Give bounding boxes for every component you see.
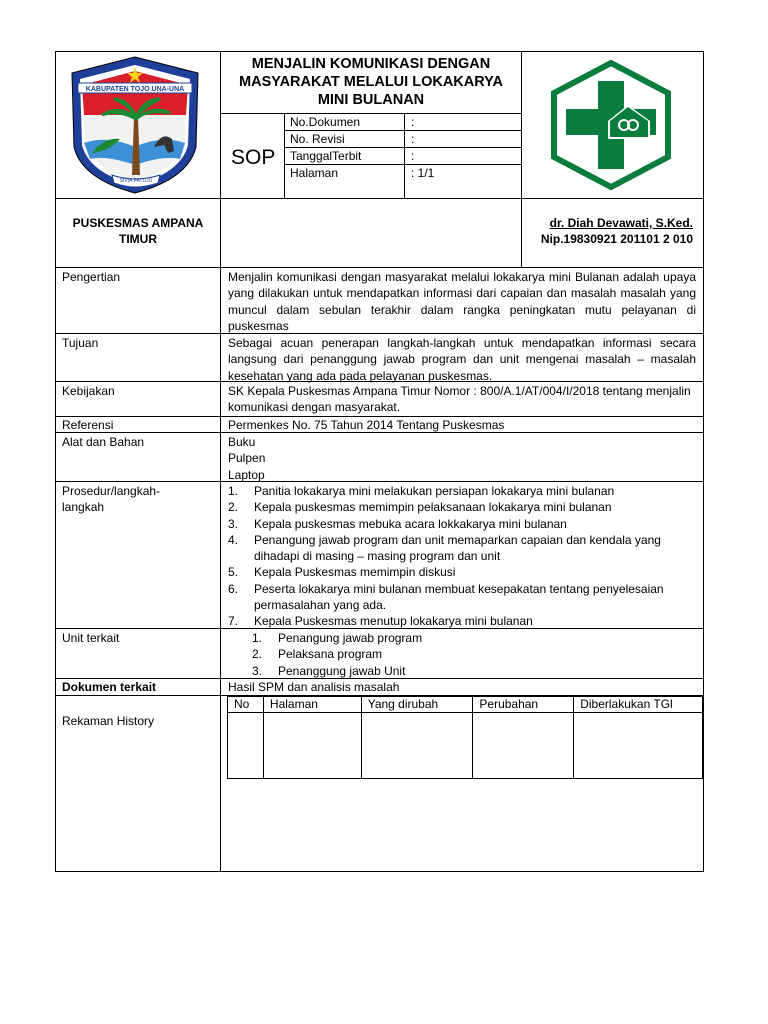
list-item: 2. Kepala puskesmas memimpin pelaksanaan lokakarya mini bulanan bbox=[228, 500, 612, 515]
institution-name: PUSKESMAS AMPANA TIMUR bbox=[72, 216, 204, 247]
list-item: 4. Penangung jawab program dan unit memaparkan capaian dan kendala yang dihadapi di masing – masing program dan unit bbox=[228, 532, 661, 564]
table-cell bbox=[263, 713, 361, 779]
list-item: 2. Pelaksana program bbox=[252, 647, 383, 662]
column-header-perubahan: Perubahan bbox=[473, 697, 574, 713]
list-alat-bahan bbox=[228, 434, 265, 483]
list-item: 3. Penanggung jawab Unit bbox=[252, 663, 406, 678]
table-row bbox=[228, 713, 703, 779]
list-item: 5. Kepala Puskesmas memimpin diskusi bbox=[228, 565, 456, 580]
svg-text:KABUPATEN TOJO UNA-UNA: KABUPATEN TOJO UNA-UNA bbox=[85, 86, 185, 93]
document-title: MENJALIN KOMUNIKASI DENGAN MASYARAKAT MELALUI LOKAKARYA MINI BULANAN bbox=[239, 56, 503, 108]
label-dokumen-terkait: Dokumen terkait bbox=[62, 680, 157, 694]
title-cell bbox=[221, 52, 522, 114]
row-kebijakan bbox=[56, 382, 703, 417]
field-value-halaman: : 1/1 bbox=[411, 166, 435, 180]
label-kebijakan: Kebijakan bbox=[62, 384, 115, 398]
signer-name: dr. Diah Devawati, S.Ked. bbox=[549, 216, 693, 230]
field-label-halaman: Halaman bbox=[285, 165, 405, 199]
field-label-no-revisi: No. Revisi bbox=[285, 131, 405, 148]
field-label-no-dokumen: No.Dokumen bbox=[285, 114, 405, 131]
column-header-halaman: Halaman bbox=[263, 697, 361, 713]
signer-cell bbox=[522, 199, 703, 268]
institution-cell bbox=[56, 199, 221, 268]
list-item: Laptop bbox=[228, 467, 265, 482]
label-pengertian: Pengertian bbox=[62, 270, 121, 284]
list-item: 6. Peserta lokakarya mini bulanan membuat kesepakatan tentang penyelesaian permasalahan yang ada. bbox=[228, 581, 664, 613]
sop-label: SOP bbox=[231, 146, 276, 169]
text-kebijakan: SK Kepala Puskesmas Ampana Timur Nomor : 800/A.1/AT/004/I/2018 tentang menjalin komunikasi dengan masyarakat. bbox=[228, 384, 691, 415]
doc-fields bbox=[285, 114, 522, 199]
puskesmas-logo-icon bbox=[546, 59, 676, 191]
table-header-row bbox=[228, 697, 703, 713]
row-dokumen-terkait bbox=[56, 679, 703, 696]
sop-cell bbox=[221, 114, 285, 199]
list-item: 1. Penangung jawab program bbox=[252, 631, 423, 645]
field-value-no-revisi: : bbox=[405, 131, 522, 148]
blank-header-cell bbox=[221, 199, 522, 268]
column-header-diberlakukan: Diberlakukan TGl bbox=[574, 697, 703, 713]
text-referensi: Permenkes No. 75 Tahun 2014 Tentang Puskesmas bbox=[228, 418, 505, 432]
table-cell bbox=[228, 713, 264, 779]
row-pengertian bbox=[56, 268, 703, 334]
list-item: 1. Panitia lokakarya mini melakukan persiapan lokakarya mini bulanan bbox=[228, 484, 615, 498]
regency-logo-cell bbox=[56, 52, 221, 199]
list-item: 7. Kepala Puskesmas menutup lokakarya mini bulanan bbox=[228, 614, 533, 629]
row-referensi bbox=[56, 417, 703, 433]
label-rekaman-history: Rekaman History bbox=[62, 714, 155, 728]
table-cell bbox=[473, 713, 574, 779]
unit-list bbox=[252, 630, 678, 679]
row-prosedur bbox=[56, 482, 703, 629]
puskesmas-logo-cell bbox=[522, 52, 703, 199]
label-referensi: Referensi bbox=[62, 418, 114, 432]
label-prosedur: Prosedur/langkah- langkah bbox=[62, 484, 161, 515]
procedure-steps bbox=[228, 483, 694, 630]
row-tujuan bbox=[56, 334, 703, 382]
table-cell bbox=[574, 713, 703, 779]
text-tujuan: Sebagai acuan penerapan langkah-langkah untuk mendapatkan informasi secara langsung dari penanggung jawab program dan unit mengenai masalah – masalah kesehatan yang ada pada pelayanan puskesmas. bbox=[228, 336, 696, 383]
field-value-tanggal-terbit: : bbox=[405, 148, 522, 165]
svg-text:SIVIA PATUJU: SIVIA PATUJU bbox=[119, 178, 153, 184]
text-pengertian: Menjalin komunikasi dengan masyarakat melalui lokakarya mini Bulanan adalah upaya yang dilakukan untuk mendapatkan informasi dari capaian dan masalah masalah yang muncul dalam sebulan terakhir dalam rangka peningkatan mutu pelayanan di puskesmas bbox=[228, 270, 696, 333]
list-item: Buku bbox=[228, 435, 256, 449]
label-alat-bahan: Alat dan Bahan bbox=[62, 435, 145, 449]
row-rekaman-history bbox=[56, 696, 703, 871]
history-table bbox=[227, 696, 703, 779]
label-unit-terkait: Unit terkait bbox=[62, 631, 120, 645]
list-item: 3. Kepala puskesmas mebuka acara lokkakarya mini bulanan bbox=[228, 516, 567, 531]
column-header-yang-dirubah: Yang dirubah bbox=[361, 697, 473, 713]
field-value-no-dokumen: : bbox=[405, 114, 522, 131]
list-item: Pulpen bbox=[228, 451, 266, 466]
regency-logo-icon bbox=[68, 55, 202, 195]
sop-document bbox=[55, 51, 704, 872]
row-alat-bahan bbox=[56, 433, 703, 482]
signer-nip: Nip.19830921 201101 2 010 bbox=[540, 232, 693, 247]
table-cell bbox=[361, 713, 473, 779]
field-label-tanggal-terbit: TanggalTerbit bbox=[285, 148, 405, 165]
column-header-no: No bbox=[228, 697, 264, 713]
label-tujuan: Tujuan bbox=[62, 336, 99, 350]
row-unit-terkait bbox=[56, 629, 703, 679]
text-dokumen-terkait: Hasil SPM dan analisis masalah bbox=[228, 680, 400, 694]
signer-block bbox=[522, 215, 703, 248]
